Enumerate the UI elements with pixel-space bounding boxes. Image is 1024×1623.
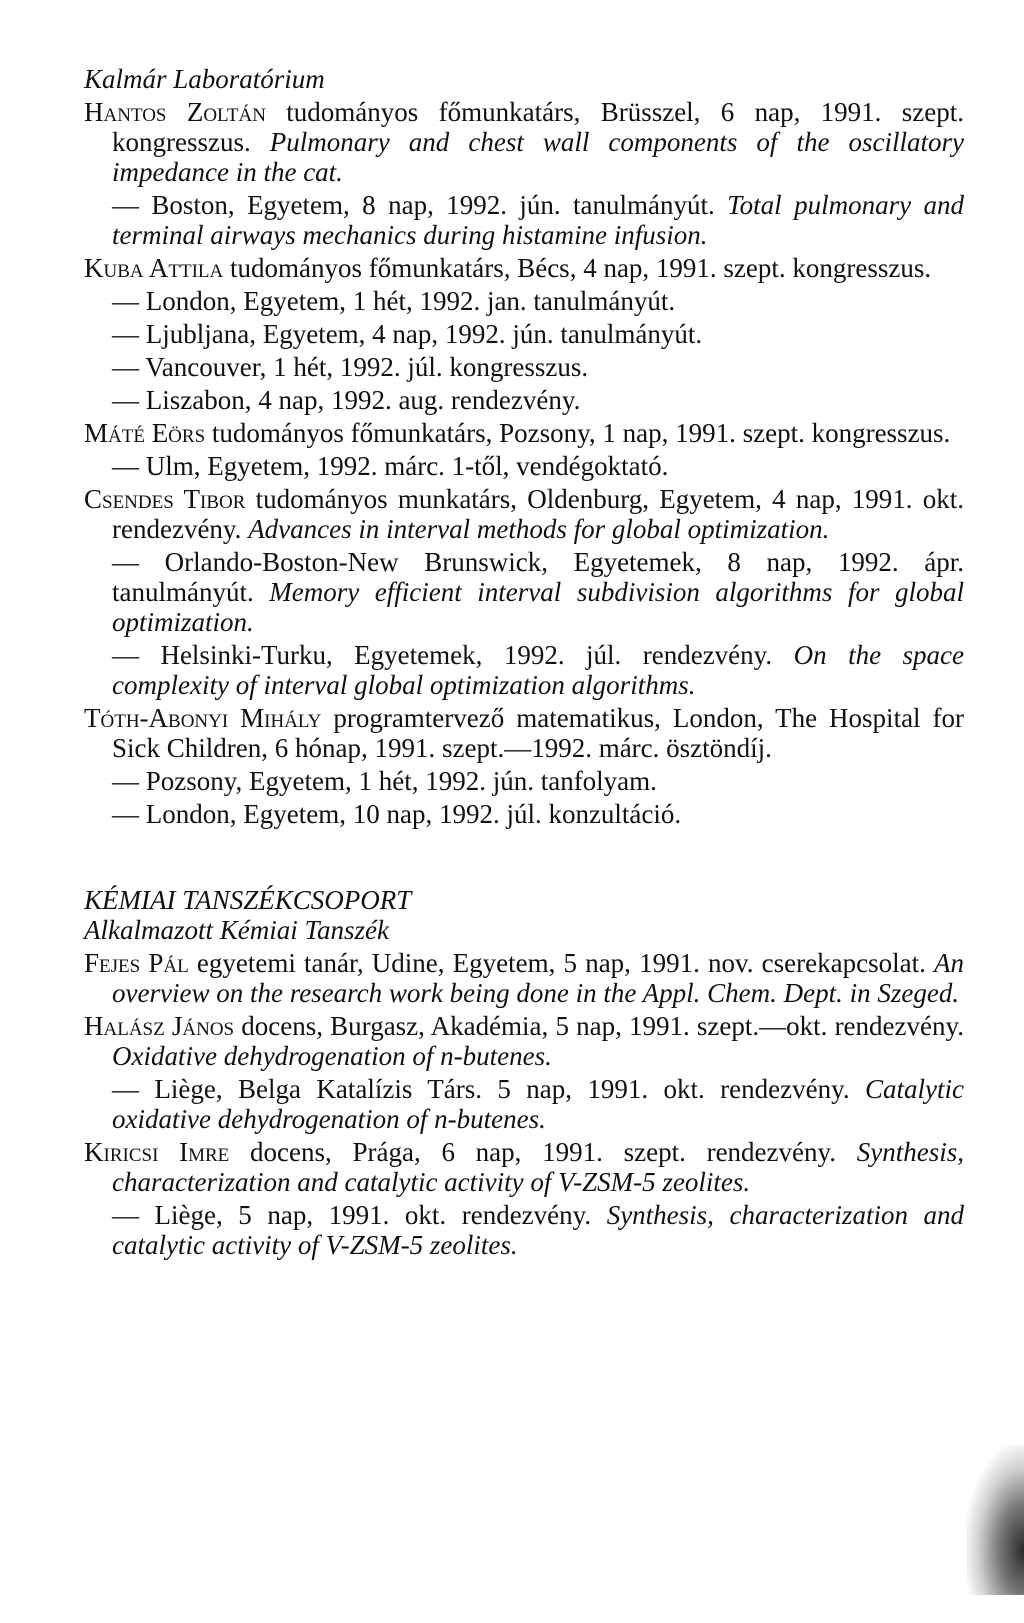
sub-entry xyxy=(84,190,964,250)
sub-entry xyxy=(84,319,964,349)
section-heading: Alkalmazott Kémiai Tanszék xyxy=(84,915,390,945)
section-heading: Kalmár Laboratórium xyxy=(84,64,325,94)
sub-entry-text: — London, Egyetem, 1 hét, 1992. jan. tanulmányút. xyxy=(112,286,676,316)
sub-entry-text: — Boston, Egyetem, 8 nap, 1992. jún. tanulmányút. xyxy=(112,190,728,220)
sub-entry-text: — Ulm, Egyetem, 1992. márc. 1-től, vendégoktató. xyxy=(112,451,669,481)
sub-entry-text: — Pozsony, Egyetem, 1 hét, 1992. jún. tanfolyam. xyxy=(112,766,657,796)
sub-entry-text: — Liszabon, 4 nap, 1992. aug. rendezvény. xyxy=(112,385,581,415)
entry-text: programtervező matematikus, London, The Hospital for Sick Children, 6 hónap, 1991. szept.—1992. márc. ösztöndíj. xyxy=(112,703,964,763)
department-heading: KÉMIAI TANSZÉKCSOPORT xyxy=(84,885,412,915)
sub-entry-text: — Helsinki-Turku, Egyetemek, 1992. júl. rendezvény. xyxy=(112,640,794,670)
sub-entry-text: — Liège, Belga Katalízis Társ. 5 nap, 1991. okt. rendezvény. xyxy=(112,1074,866,1104)
sub-entry-title: Total pulmonary and terminal airways mechanics during histamine infusion. xyxy=(112,190,964,250)
entry-list xyxy=(84,97,964,829)
sub-entry xyxy=(84,799,964,829)
sub-entry xyxy=(84,451,964,481)
entry-title: An overview on the research work being done in the Appl. Chem. Dept. in Szeged. xyxy=(112,948,964,1008)
sub-entry-title: On the space complexity of interval global optimization algorithms. xyxy=(112,640,964,700)
person-name: Kiricsi Imre xyxy=(84,1137,230,1167)
sub-entry xyxy=(84,766,964,796)
sub-entry xyxy=(84,286,964,316)
entry-title: Synthesis, characterization and catalytic activity of V-ZSM-5 zeolites. xyxy=(112,1137,964,1197)
entry xyxy=(84,1137,964,1197)
entry xyxy=(84,253,964,283)
sub-entry-text: — Ljubljana, Egyetem, 4 nap, 1992. jún. tanulmányút. xyxy=(112,319,703,349)
person-name: Csendes Tibor xyxy=(84,484,246,514)
entry xyxy=(84,97,964,187)
person-name: Máté Eörs xyxy=(84,418,206,448)
entry-text: tudományos munkatárs, Oldenburg, Egyetem, 4 nap, 1991. okt. rendezvény. xyxy=(112,484,964,544)
person-name: Halász János xyxy=(84,1011,235,1041)
entry xyxy=(84,703,964,763)
entry-list xyxy=(84,948,964,1260)
sub-entry-text: — Orlando-Boston-New Brunswick, Egyetemek, 8 nap, 1992. ápr. tanulmányút. xyxy=(112,547,964,607)
sub-entry-text: — London, Egyetem, 10 nap, 1992. júl. konzultáció. xyxy=(112,799,682,829)
sub-entry-text: — Vancouver, 1 hét, 1992. júl. kongresszus. xyxy=(112,352,589,382)
person-name: Hantos Zoltán xyxy=(84,97,266,127)
sub-entry-title: Synthesis, characterization and catalytic activity of V-ZSM-5 zeolites. xyxy=(112,1200,964,1260)
sub-entry xyxy=(84,352,964,382)
sub-entry-title: Memory efficient interval subdivision algorithms for global optimization. xyxy=(112,577,964,637)
sub-entry xyxy=(84,1074,964,1134)
sub-entry xyxy=(84,640,964,700)
sub-entry xyxy=(84,547,964,637)
person-name: Fejes Pál xyxy=(84,948,189,978)
entry-text: docens, Burgasz, Akadémia, 5 nap, 1991. szept.—okt. rendezvény. xyxy=(234,1011,964,1041)
entry-text: tudományos főmunkatárs, Bécs, 4 nap, 1991. szept. kongresszus. xyxy=(223,253,932,283)
entry-text: egyetemi tanár, Udine, Egyetem, 5 nap, 1991. nov. cserekapcsolat. xyxy=(188,948,934,978)
sub-entry-title: Catalytic oxidative dehydrogenation of n-butenes. xyxy=(112,1074,964,1134)
entry xyxy=(84,418,964,448)
document-page xyxy=(84,64,964,1260)
page-corner-shadow xyxy=(966,1445,1024,1595)
entry-text: docens, Prága, 6 nap, 1991. szept. rendezvény. xyxy=(229,1137,857,1167)
entry-title: Advances in interval methods for global optimization. xyxy=(248,514,830,544)
person-name: Tóth-Abonyi Mihály xyxy=(84,703,322,733)
sub-entry xyxy=(84,385,964,415)
sub-entry xyxy=(84,1200,964,1260)
person-name: Kuba Attila xyxy=(84,253,224,283)
entry-text: tudományos főmunkatárs, Brüsszel, 6 nap, 1991. szept. kongresszus. xyxy=(112,97,964,157)
entry-text: tudományos főmunkatárs, Pozsony, 1 nap, 1991. szept. kongresszus. xyxy=(205,418,951,448)
entry xyxy=(84,484,964,544)
sub-entry-text: — Liège, 5 nap, 1991. okt. rendezvény. xyxy=(112,1200,607,1230)
entry xyxy=(84,1011,964,1071)
entry-title: Pulmonary and chest wall components of the oscillatory impedance in the cat. xyxy=(112,127,964,187)
entry-title: Oxidative dehydrogenation of n-butenes. xyxy=(112,1041,552,1071)
entry xyxy=(84,948,964,1008)
